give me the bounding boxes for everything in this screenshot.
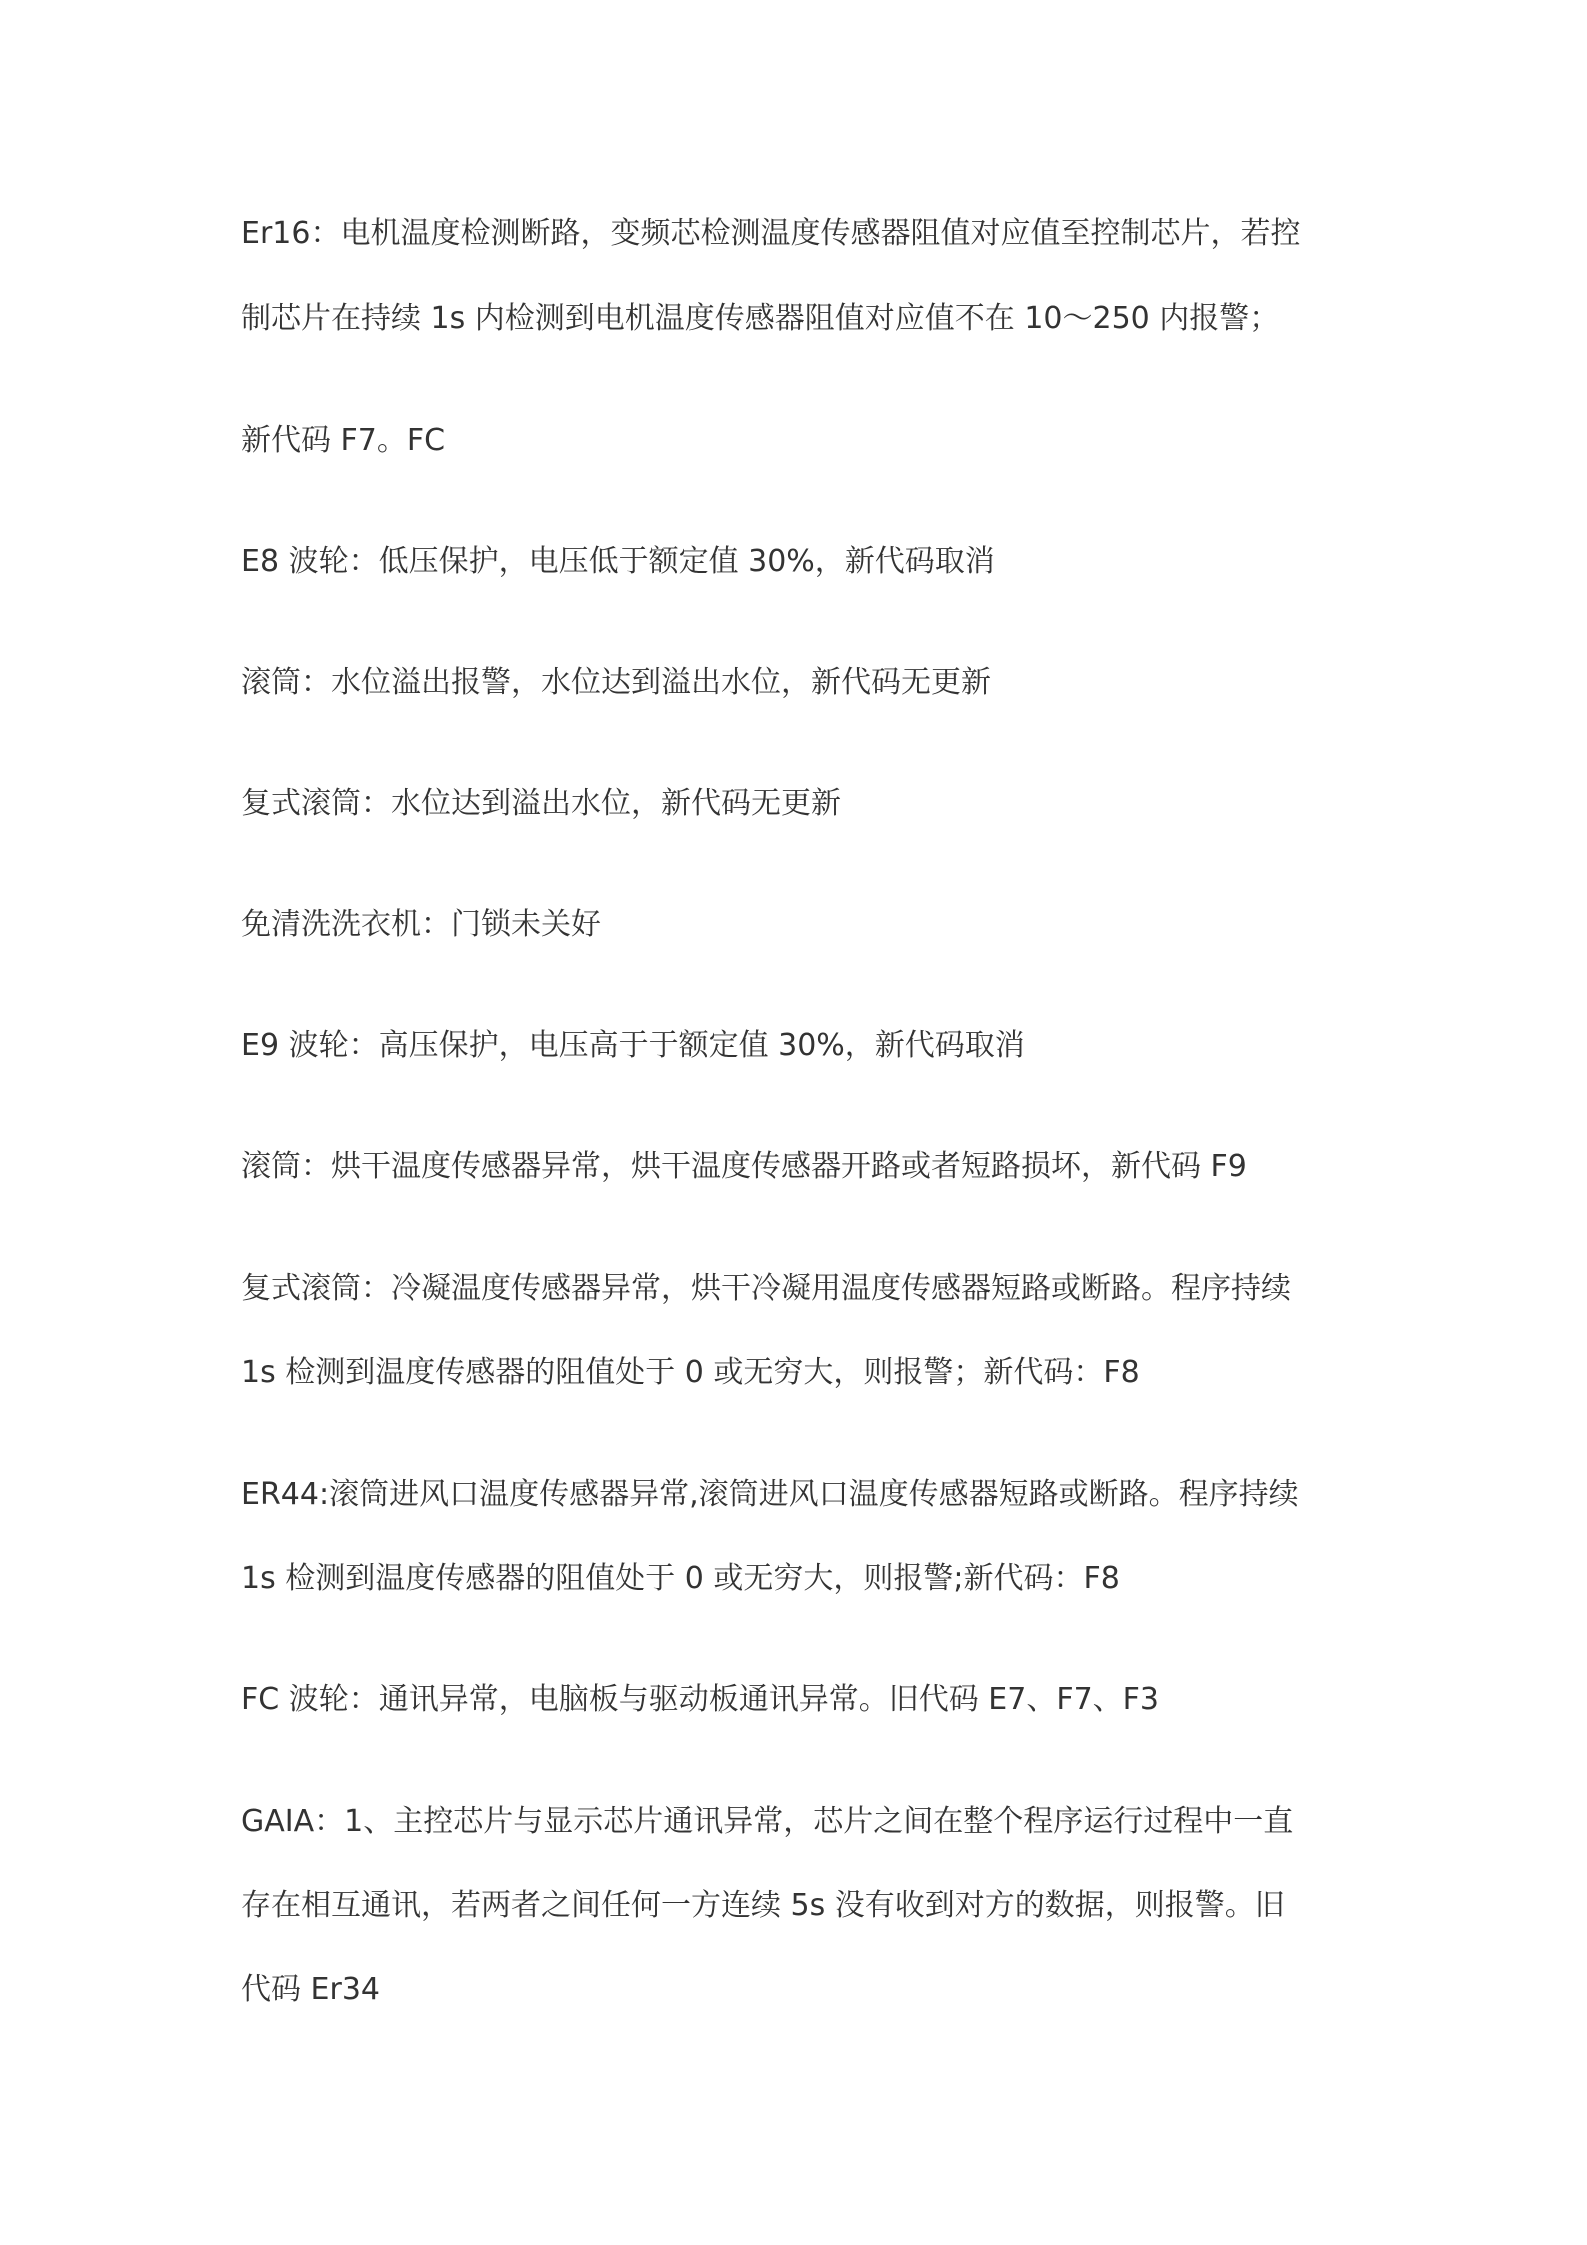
text-line: E8 波轮：低压保护，电压低于额定值 30%，新代码取消 xyxy=(241,544,995,579)
text-line: ER44:滚筒进风口温度传感器异常,滚筒进风口温度传感器短路或断路。程序持续 xyxy=(241,1477,1299,1512)
text-line: GAIA：1、主控芯片与显示芯片通讯异常，芯片之间在整个程序运行过程中一直 xyxy=(241,1804,1294,1839)
text-line: 新代码 F7。FC xyxy=(241,423,446,458)
text-line: 制芯片在持续 1s 内检测到电机温度传感器阻值对应值不在 10～250 内报警； xyxy=(241,301,1280,336)
text-line: 免清洗洗衣机：门锁未关好 xyxy=(241,907,601,942)
text-line: 存在相互通讯，若两者之间任何一方连续 5s 没有收到对方的数据，则报警。旧 xyxy=(241,1888,1285,1923)
text-line: FC 波轮：通讯异常，电脑板与驱动板通讯异常。旧代码 E7、F7、F3 xyxy=(241,1682,1160,1717)
text-line: 1s 检测到温度传感器的阻值处于 0 或无穷大，则报警；新代码：F8 xyxy=(241,1355,1140,1390)
text-line: Er16：电机温度检测断路，变频芯检测温度传感器阻值对应值至控制芯片，若控 xyxy=(241,216,1301,251)
text-line: 代码 Er34 xyxy=(241,1972,380,2007)
text-line: 复式滚筒：冷凝温度传感器异常，烘干冷凝用温度传感器短路或断路。程序持续 xyxy=(241,1271,1291,1306)
text-line: 复式滚筒：水位达到溢出水位，新代码无更新 xyxy=(241,786,841,821)
text-line: 1s 检测到温度传感器的阻值处于 0 或无穷大，则报警;新代码：F8 xyxy=(241,1561,1120,1596)
text-line: 滚筒：水位溢出报警，水位达到溢出水位，新代码无更新 xyxy=(241,665,991,700)
text-line: E9 波轮：高压保护，电压高于于额定值 30%，新代码取消 xyxy=(241,1028,1025,1063)
text-line: 滚筒：烘干温度传感器异常，烘干温度传感器开路或者短路损坏，新代码 F9 xyxy=(241,1149,1247,1184)
